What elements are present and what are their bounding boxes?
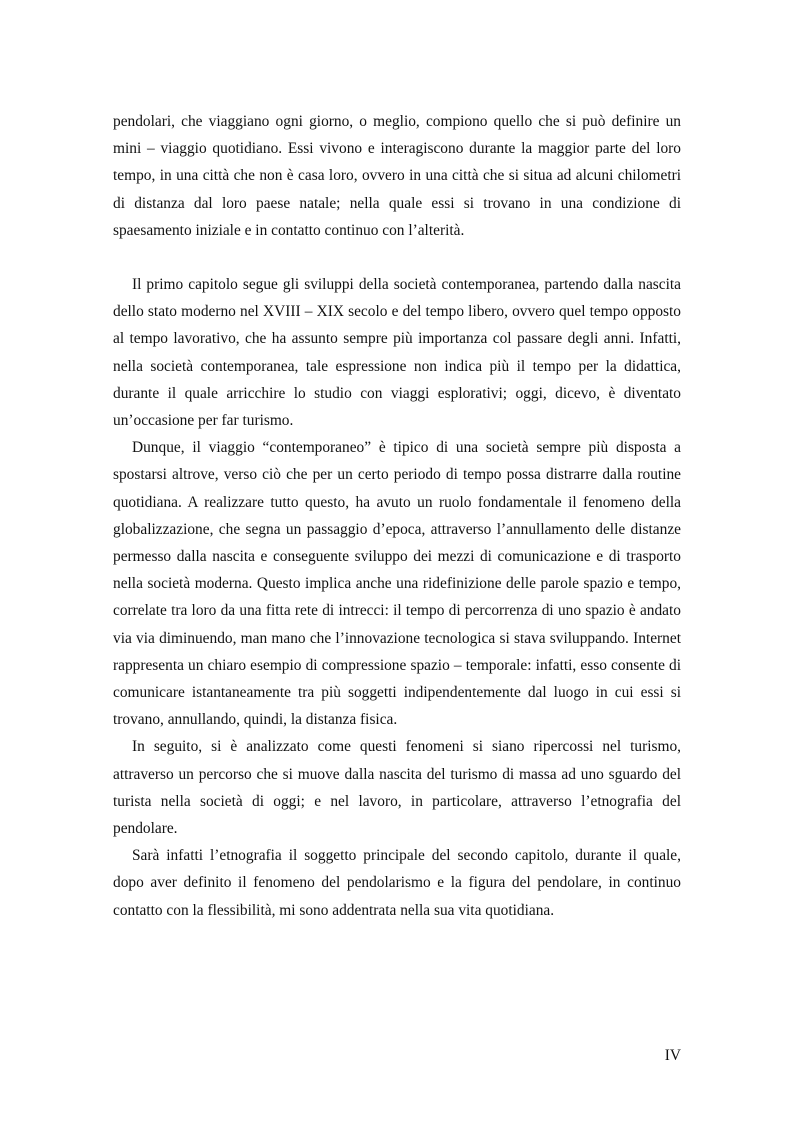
paragraph-contemporary-travel: Dunque, il viaggio “contemporaneo” è tipico di una società sempre più disposta a spostarsi altrove, verso ciò che per un certo periodo di tempo possa distrarre dalla routine quotidiana. A realizzare tutto questo, ha avuto un ruolo fondamentale il fenomeno della globalizzazione, che segna un passaggio d’epoca, attraverso l’annullamento delle distanze permesso dalla nascita e conseguente sviluppo dei mezzi di comunicazione e di trasporto nella società moderna. Questo implica anche una ridefinizione delle parole spazio e tempo, correlate tra loro da una fitta rete di intrecci: il tempo di percorrenza di uno spazio è andato via via diminuendo, man mano che l’innovazione tecnologica si stava sviluppando. Internet rappresenta un chiaro esempio di compressione spazio – temporale: infatti, esso consente di comunicare istantaneamente tra più soggetti indipendentemente dal luogo in cui essi si trovano, annullando, quindi, la distanza fisica. (113, 439, 681, 729)
paragraph-continuation: pendolari, che viaggiano ogni giorno, o meglio, compiono quello che si può definire un mini – viaggio quotidiano. Essi vivono e interagiscono durante la maggior parte del loro tempo, in una città che non è casa loro, ovvero in una città che si situa ad alcuni chilometri di distanza dal loro paese natale; nella quale essi si trovano in una condizione di spaesamento iniziale e in contatto continuo con l’alterità. (113, 113, 681, 239)
paragraph-spacer (113, 244, 681, 271)
page-body (113, 108, 681, 924)
page-number: IV (664, 1047, 681, 1064)
paragraph-second-chapter: Sarà infatti l’etnografia il soggetto principale del secondo capitolo, durante il quale, dopo aver definito il fenomeno del pendolarismo e la figura del pendolare, in continuo contatto con la flessibilità, mi sono addentrata nella sua vita quotidiana. (113, 847, 681, 919)
paragraph-tourism-work: In seguito, si è analizzato come questi fenomeni si siano ripercossi nel turismo, attraverso un percorso che si muove dalla nascita del turismo di massa ad uno sguardo del turista nella società di oggi; e nel lavoro, in particolare, attraverso l’etnografia del pendolare. (113, 738, 681, 838)
paragraph-first-chapter: Il primo capitolo segue gli sviluppi della società contemporanea, partendo dalla nascita dello stato moderno nel XVIII – XIX secolo e del tempo libero, ovvero quel tempo opposto al tempo lavorativo, che ha assunto sempre più importanza col passare degli anni. Infatti, nella società contemporanea, tale espressione non indica più il tempo per la didattica, durante il quale arricchire lo studio con viaggi esplorativi; oggi, dicevo, è diventato un’occasione per far turismo. (113, 276, 681, 430)
